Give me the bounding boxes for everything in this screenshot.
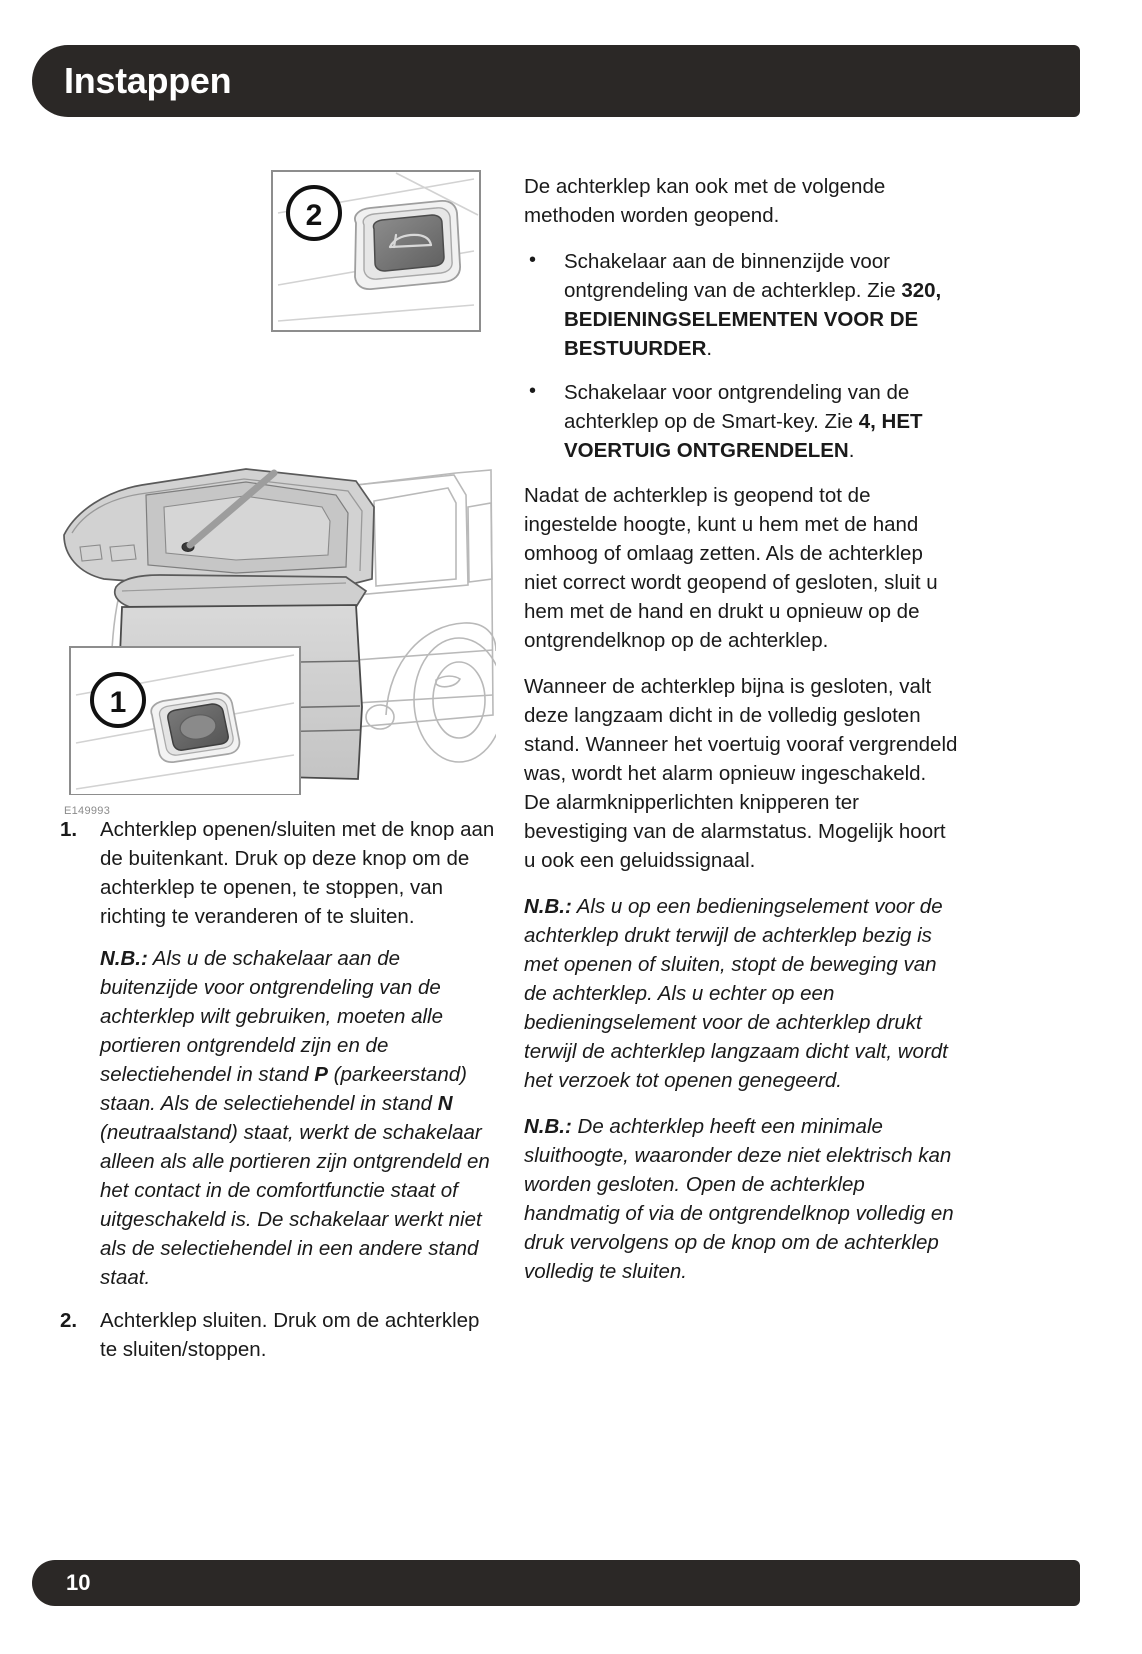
bullet-text-2a: Schakelaar voor ontgrendeling van de achterklep op de Smart-key. Zie xyxy=(564,381,910,433)
note-text-r2: De achterklep heeft een minimale sluithoogte, waaronder deze niet elektrisch kan worden gesloten. Open de achterklep handmatig of via de ontgrendelknop volledig en druk vervolgens op de knop om de achterklep volledig te sluiten. xyxy=(524,1115,954,1283)
step-item-1 xyxy=(56,815,496,1292)
methods-bullet-list xyxy=(524,247,958,465)
cross-reference-1: 320, BEDIENINGSELEMENTEN VOOR DE BESTUURDER xyxy=(564,279,942,360)
bullet-item-interior-switch xyxy=(524,247,958,363)
step-body-2 xyxy=(100,1306,496,1364)
note-lead-1: N.B.: xyxy=(100,947,148,970)
open-tailgate xyxy=(64,469,374,587)
cross-reference-2: 4, HET VOERTUIG ONTGRENDELEN xyxy=(564,410,923,462)
body-paragraph-2: Wanneer de achterklep bijna is gesloten, valt deze langzaam dicht in de volledig gesloten stand. Wanneer het voertuig vooraf vergrendeld was, wordt het alarm opnieuw ingeschakeld. De alarmknipperlichten knipperen ter bevestiging van de alarmstatus. Mogelijk hoort u ook een geluidssignaal. xyxy=(524,675,958,872)
numbered-steps-list xyxy=(56,815,496,1364)
note-lead-r1: N.B.: xyxy=(524,895,572,918)
note-part-1c: (neutraalstand) staat, werkt de schakelaar alleen als alle portieren zijn ontgrendeld en het contact in de comfortfunctie staat of uitgeschakeld is. De schakelaar werkt niet als de selectiehendel in een andere stand staat. xyxy=(100,1121,490,1289)
note-part-1b: (parkeerstand) staan. Als de selectiehendel in stand xyxy=(100,1063,467,1115)
step-note-1 xyxy=(100,944,496,1292)
bullet-text-1a: Schakelaar aan de binnenzijde voor ontgrendeling van de achterklep. Zie xyxy=(564,250,902,302)
note-lead-r2: N.B.: xyxy=(524,1115,572,1138)
page-content xyxy=(0,155,1142,1435)
step-number-2: 2. xyxy=(60,1309,78,1332)
tailgate-figure xyxy=(56,155,496,815)
intro-paragraph: De achterklep kan ook met de volgende methoden worden geopend. xyxy=(524,175,886,227)
page-title: Instappen xyxy=(64,60,232,101)
tailgate-glass xyxy=(115,575,366,607)
page-header-bar xyxy=(32,45,1080,117)
right-column xyxy=(524,172,958,1303)
bullet-text-2b: . xyxy=(848,439,855,462)
inset-panel-1 xyxy=(70,647,300,795)
page-number: 10 xyxy=(66,1570,91,1595)
note-block-1 xyxy=(524,892,958,1095)
figure-caption: E149993 xyxy=(64,805,111,817)
gear-position-n: N xyxy=(437,1092,453,1115)
note-block-2 xyxy=(524,1112,958,1286)
callout-number-2: 2 xyxy=(305,199,323,232)
left-column xyxy=(56,155,496,1378)
gear-position-p: P xyxy=(314,1063,328,1086)
callout-number-1: 1 xyxy=(109,686,127,719)
note-text-r1: Als u op een bedieningselement voor de achterklep drukt terwijl de achterklep bezig is met openen of sluiten, stopt de beweging van de achterklep. Als u echter op een bedieningselement voor de achterklep drukt terwijl de achterklep langzaam dicht valt, wordt het verzoek tot openen genegeerd. xyxy=(524,895,948,1092)
vehicle-tailgate-illustration xyxy=(56,155,496,795)
note-part-1a: Als u de schakelaar aan de buitenzijde voor ontgrendeling van de achterklep wilt gebruiken, moeten alle portieren ontgrendeld zijn en de selectiehendel in stand xyxy=(100,947,443,1086)
bullet-item-smartkey-switch xyxy=(524,378,958,465)
step-body-1 xyxy=(100,815,496,1292)
step-text-2: Achterklep sluiten. Druk om de achterklep te sluiten/stoppen. xyxy=(100,1309,480,1361)
inset-panel-2 xyxy=(272,171,480,331)
step-text-1: Achterklep openen/sluiten met de knop aan de buitenkant. Druk op deze knop om de achterklep te openen, te stoppen, van richting te veranderen of te sluiten. xyxy=(100,818,495,928)
page-footer-bar xyxy=(32,1560,1080,1606)
bullet-text-1b: . xyxy=(706,337,713,360)
body-paragraph-1: Nadat de achterklep is geopend tot de ingestelde hoogte, kunt u hem met de hand omhoog of omlaag zetten. Als de achterklep niet correct wordt geopend of gesloten, sluit u hem met de hand en drukt u opnieuw op de ontgrendelknop op de achterklep. xyxy=(524,484,938,652)
step-item-2 xyxy=(56,1306,496,1364)
step-number-1: 1. xyxy=(60,818,78,841)
